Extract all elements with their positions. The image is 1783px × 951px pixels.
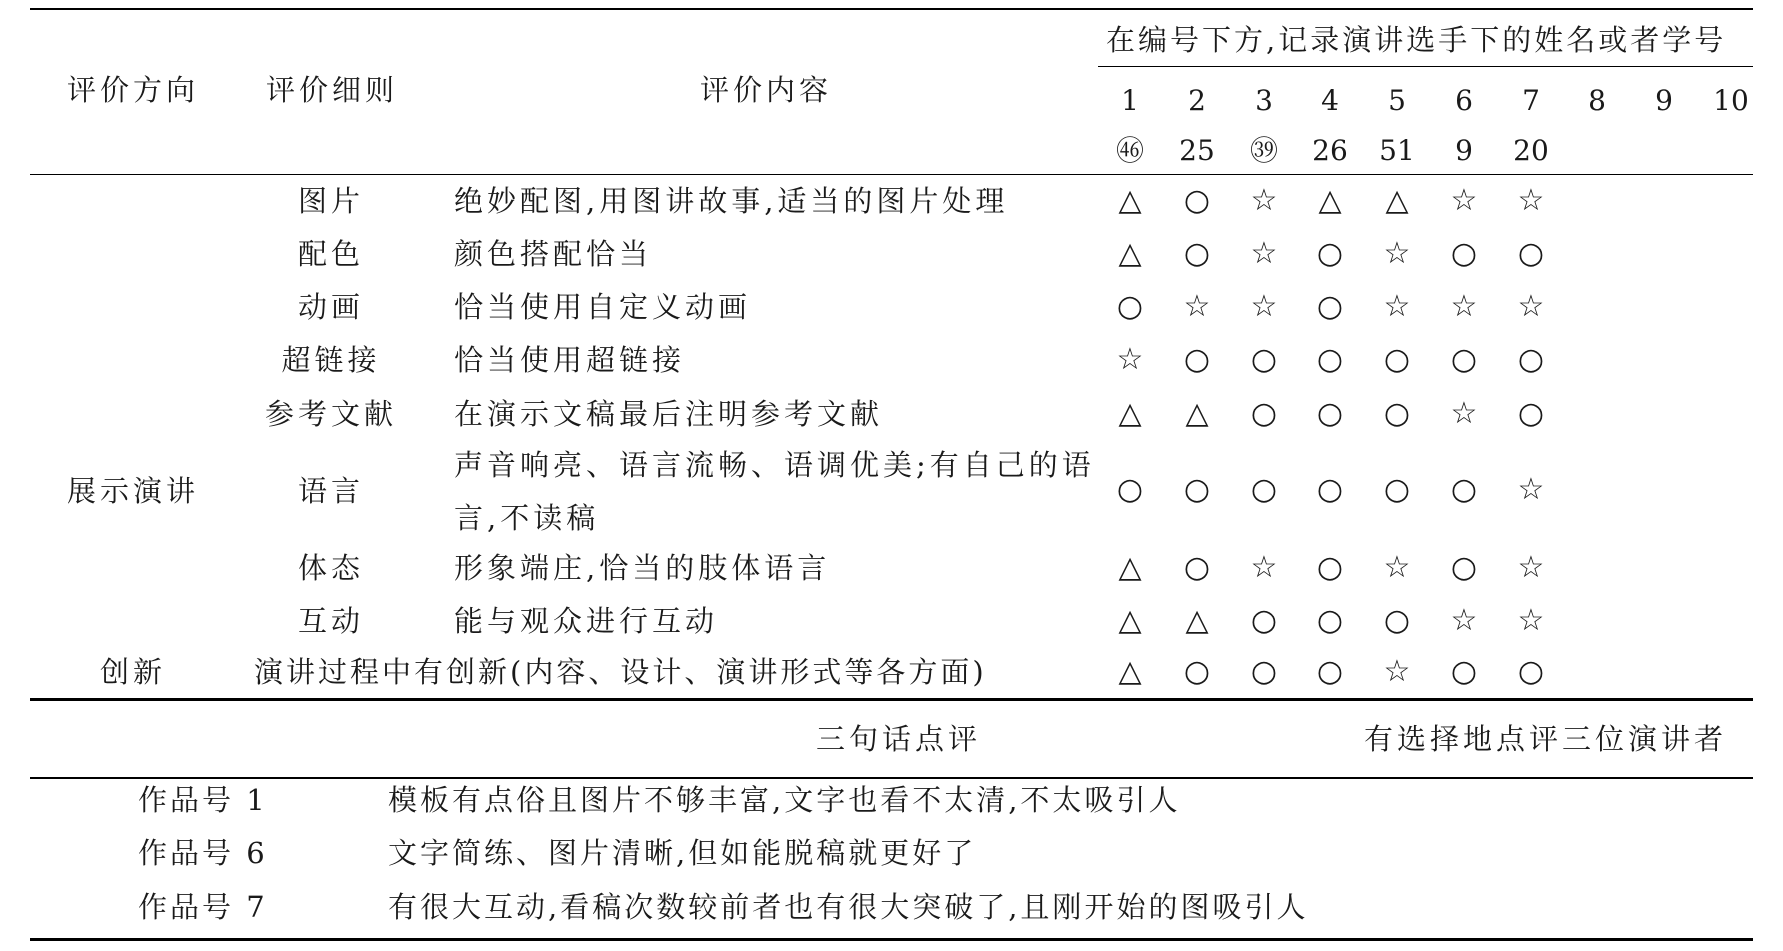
column-number: 10 [1713,84,1749,117]
row-detail: 图片 [298,184,365,218]
row-content: 绝妙配图,用图讲故事,适当的图片处理 [454,184,1009,218]
rating-mark: ☆ [1517,289,1545,324]
column-number: 1 [1121,84,1139,117]
comment-text: 模板有点俗且图片不够丰富,文字也看不太清,不太吸引人 [388,783,1181,817]
rating-mark: ○ [1383,603,1411,638]
row-detail: 配色 [298,237,365,271]
rating-mark: △ [1185,603,1209,638]
rating-mark: ☆ [1517,550,1545,585]
bottom-rule [30,938,1753,941]
rating-mark: ○ [1250,396,1278,431]
rating-mark: ○ [1250,342,1278,377]
comment-label: 作品号 1 [138,783,268,817]
rating-mark: ○ [1517,236,1545,271]
top-rule [30,8,1753,10]
rating-mark: ○ [1383,396,1411,431]
rating-mark: △ [1118,550,1142,585]
comment-text: 有很大互动,看稿次数较前者也有很大突破了,且刚开始的图吸引人 [388,890,1309,924]
record-note: 在编号下方,记录演讲选手下的姓名或者学号 [1106,23,1727,57]
rating-mark: ☆ [1383,236,1411,271]
comments-title: 三句话点评 [816,722,982,756]
rating-mark: ○ [1316,342,1344,377]
comment-label: 作品号 7 [138,890,268,924]
rating-mark: ☆ [1517,183,1545,218]
row-content: 能与观众进行互动 [454,604,719,638]
rating-mark: ☆ [1116,342,1144,377]
rating-mark: ☆ [1450,183,1478,218]
rating-mark: △ [1118,654,1142,689]
row-content-continued: 言,不读稿 [454,501,600,535]
group-label: 展示演讲 [67,474,200,508]
rating-mark: ○ [1183,183,1211,218]
rating-mark: △ [1118,603,1142,638]
rating-mark: ○ [1116,472,1144,507]
rating-mark: ☆ [1383,654,1411,689]
rating-mark: △ [1185,396,1209,431]
rating-mark: ○ [1316,603,1344,638]
rating-mark: ☆ [1383,550,1411,585]
rating-mark: ☆ [1250,236,1278,271]
rating-mark: ○ [1183,342,1211,377]
rating-mark: △ [1385,183,1409,218]
rating-mark: ☆ [1450,289,1478,324]
rating-mark: ○ [1450,236,1478,271]
row-detail: 参考文献 [265,397,398,431]
rating-mark: ○ [1383,472,1411,507]
rating-mark: ○ [1517,396,1545,431]
rating-mark: ○ [1316,550,1344,585]
row-content: 形象端庄,恰当的肢体语言 [454,551,831,585]
student-id: 9 [1455,134,1473,167]
rating-mark: ○ [1316,289,1344,324]
header-bottom-rule [30,174,1753,175]
column-number: 4 [1321,84,1339,117]
column-number: 7 [1522,84,1540,117]
comment-text: 文字简练、图片清晰,但如能脱稿就更好了 [388,836,977,870]
rating-mark: △ [1318,183,1342,218]
student-id: 51 [1379,134,1415,167]
rating-mark: ○ [1250,603,1278,638]
row-detail: 动画 [298,290,365,324]
rating-mark: ○ [1183,472,1211,507]
rating-mark: ☆ [1517,603,1545,638]
rating-mark: ○ [1383,342,1411,377]
rating-mark: ☆ [1250,183,1278,218]
rating-mark: △ [1118,236,1142,271]
student-id: ㊻ [1115,134,1144,167]
column-number: 3 [1255,84,1273,117]
rating-mark: △ [1118,183,1142,218]
column-number: 6 [1455,84,1473,117]
comments-header-rule [30,777,1753,779]
row-content: 颜色搭配恰当 [454,237,653,271]
row-detail: 互动 [298,604,365,638]
rating-mark: ○ [1450,342,1478,377]
innovation-content: 演讲过程中有创新(内容、设计、演讲形式等各方面) [254,655,987,689]
rating-mark: ○ [1316,654,1344,689]
rating-mark: ○ [1316,396,1344,431]
row-content: 在演示文稿最后注明参考文献 [454,397,884,431]
rating-mark: ☆ [1383,289,1411,324]
rating-mark: ○ [1316,236,1344,271]
student-id: 20 [1513,134,1549,167]
header-direction: 评价方向 [67,73,200,107]
rating-mark: ○ [1183,654,1211,689]
column-number: 9 [1655,84,1673,117]
rating-mark: ☆ [1183,289,1211,324]
column-number: 5 [1388,84,1406,117]
column-number: 2 [1188,84,1206,117]
header-detail: 评价细则 [266,73,399,107]
rating-mark: ○ [1183,236,1211,271]
rating-mark: ○ [1450,654,1478,689]
row-content: 声音响亮、语言流畅、语调优美;有自己的语 [454,448,1095,482]
rating-mark: ○ [1116,289,1144,324]
comments-note: 有选择地点评三位演讲者 [1364,722,1728,756]
innovation-direction: 创新 [100,655,167,689]
rating-mark: ○ [1450,472,1478,507]
rating-mark: ☆ [1450,396,1478,431]
rating-mark: ○ [1250,654,1278,689]
record-underline [1098,66,1753,67]
rating-mark: ☆ [1250,289,1278,324]
rating-mark: ○ [1316,472,1344,507]
rating-mark: ☆ [1250,550,1278,585]
rating-mark: ○ [1450,550,1478,585]
rating-mark: ○ [1183,550,1211,585]
row-content: 恰当使用超链接 [454,343,686,377]
column-number: 8 [1588,84,1606,117]
student-id: ㊴ [1249,134,1278,167]
row-content: 恰当使用自定义动画 [454,290,752,324]
table-bottom-rule [30,698,1753,701]
student-id: 26 [1312,134,1348,167]
comment-label: 作品号 6 [138,836,268,870]
student-id: 25 [1179,134,1215,167]
rating-mark: ☆ [1517,472,1545,507]
row-detail: 语言 [298,474,365,508]
header-content: 评价内容 [700,73,833,107]
row-detail: 体态 [298,551,365,585]
rating-mark: ○ [1250,472,1278,507]
rating-mark: ○ [1517,654,1545,689]
rating-mark: △ [1118,396,1142,431]
rating-mark: ○ [1517,342,1545,377]
rating-mark: ☆ [1450,603,1478,638]
row-detail: 超链接 [281,343,381,377]
